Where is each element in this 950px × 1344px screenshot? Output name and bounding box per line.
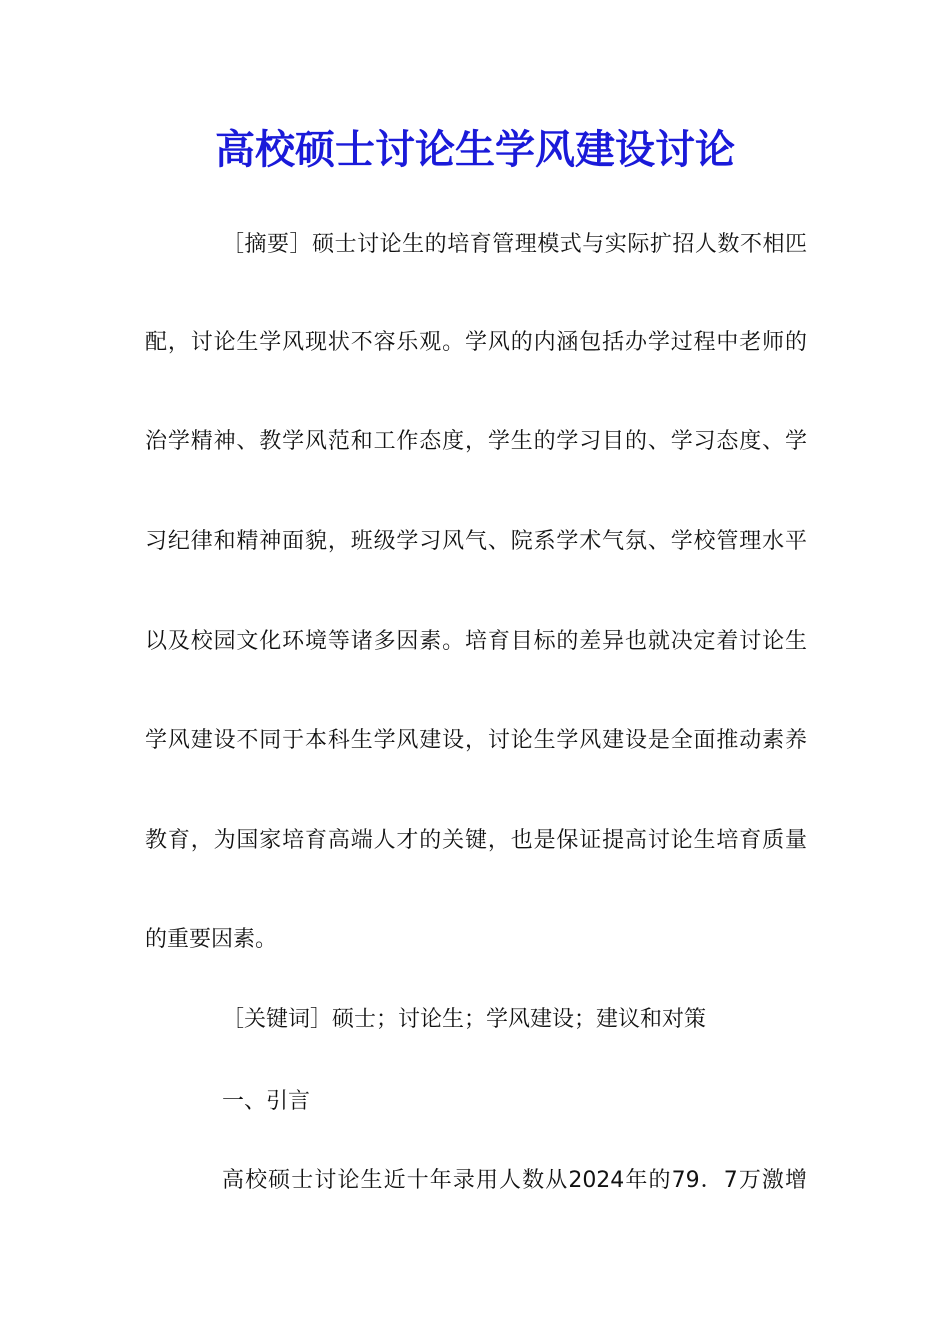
- abstract-line: 的重要因素。: [145, 927, 278, 952]
- abstract-line: 治学精神、教学风范和工作态度，学生的学习目的、学习态度、学: [145, 429, 807, 454]
- abstract-line: 教育，为国家培育高端人才的关键，也是保证提高讨论生培育质量: [145, 828, 807, 853]
- keywords-line: ［关键词］硕士；讨论生；学风建设；建议和对策: [222, 1007, 707, 1032]
- abstract-line: 习纪律和精神面貌，班级学习风气、院系学术气氛、学校管理水平: [145, 529, 807, 554]
- section-heading: 一、引言: [222, 1089, 311, 1114]
- body-paragraph-line: 高校硕士讨论生近十年录用人数从2024年的79．7万激增: [222, 1168, 807, 1193]
- document-title: 高校硕士讨论生学风建设讨论: [215, 126, 735, 173]
- abstract-line: 以及校园文化环境等诸多因素。培育目标的差异也就决定着讨论生: [145, 629, 807, 654]
- abstract-line: ［摘要］硕士讨论生的培育管理模式与实际扩招人数不相匹: [222, 232, 807, 257]
- abstract-line: 学风建设不同于本科生学风建设，讨论生学风建设是全面推动素养: [145, 728, 807, 753]
- abstract-line: 配，讨论生学风现状不容乐观。学风的内涵包括办学过程中老师的: [145, 330, 807, 355]
